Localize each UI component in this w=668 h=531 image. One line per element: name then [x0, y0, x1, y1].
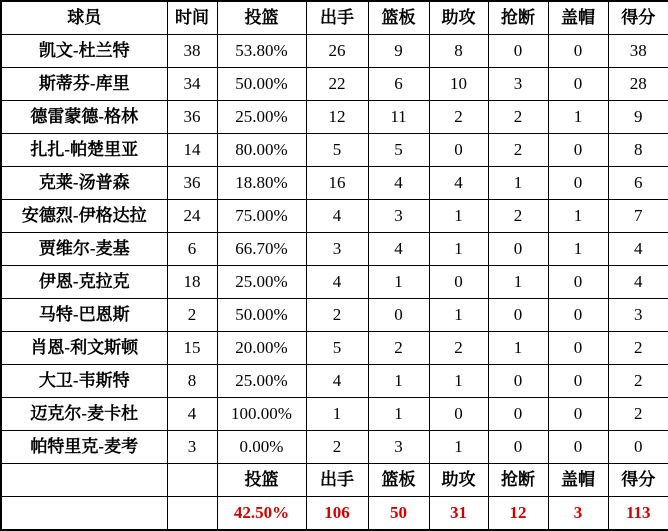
player-name-cell: 扎扎-帕楚里亚 — [1, 134, 167, 167]
stat-cell: 4 — [368, 167, 429, 200]
stat-cell: 3 — [488, 68, 548, 101]
player-name-cell: 克莱-汤普森 — [1, 167, 167, 200]
stat-cell: 2 — [608, 365, 668, 398]
player-row — [1, 167, 668, 200]
stat-cell: 3 — [368, 431, 429, 464]
stat-cell: 0 — [548, 167, 608, 200]
stat-cell: 25.00% — [217, 266, 306, 299]
stat-cell: 1 — [429, 299, 488, 332]
stat-cell: 4 — [608, 266, 668, 299]
summary-header-cell: 抢断 — [488, 464, 548, 497]
total-cell: 50 — [368, 497, 429, 531]
column-header: 助攻 — [429, 1, 488, 35]
stat-cell: 0 — [548, 134, 608, 167]
player-row — [1, 134, 668, 167]
stat-cell: 0 — [488, 398, 548, 431]
total-cell: 113 — [608, 497, 668, 531]
stat-cell: 15 — [167, 332, 217, 365]
total-cell: 12 — [488, 497, 548, 531]
player-row — [1, 332, 668, 365]
stat-cell: 0 — [548, 35, 608, 68]
stat-cell: 0 — [488, 35, 548, 68]
stat-cell: 14 — [167, 134, 217, 167]
stat-cell: 53.80% — [217, 35, 306, 68]
stat-cell: 20.00% — [217, 332, 306, 365]
summary-header-cell: 得分 — [608, 464, 668, 497]
stat-cell: 5 — [306, 332, 368, 365]
stat-cell: 28 — [608, 68, 668, 101]
stat-cell: 11 — [368, 101, 429, 134]
stat-cell: 8 — [608, 134, 668, 167]
stat-cell: 2 — [608, 398, 668, 431]
table-body — [1, 35, 668, 531]
stat-cell: 66.70% — [217, 233, 306, 266]
stat-cell: 8 — [429, 35, 488, 68]
stat-cell: 0 — [548, 365, 608, 398]
stat-cell: 5 — [368, 134, 429, 167]
stat-cell: 3 — [368, 200, 429, 233]
stat-cell: 1 — [429, 431, 488, 464]
stat-cell: 1 — [548, 101, 608, 134]
stat-cell: 6 — [368, 68, 429, 101]
stat-cell: 2 — [306, 299, 368, 332]
total-cell — [1, 497, 167, 531]
stat-cell: 1 — [429, 200, 488, 233]
stat-cell: 8 — [167, 365, 217, 398]
stat-cell: 2 — [488, 101, 548, 134]
stat-cell: 0 — [548, 266, 608, 299]
stat-cell: 2 — [429, 332, 488, 365]
column-header: 得分 — [608, 1, 668, 35]
stat-cell: 0 — [488, 431, 548, 464]
stat-cell: 25.00% — [217, 101, 306, 134]
stat-cell: 75.00% — [217, 200, 306, 233]
stat-cell: 50.00% — [217, 299, 306, 332]
summary-header-cell: 出手 — [306, 464, 368, 497]
player-row — [1, 233, 668, 266]
stat-cell: 0 — [548, 68, 608, 101]
stat-cell: 0 — [548, 398, 608, 431]
player-row — [1, 266, 668, 299]
stat-cell: 4 — [167, 398, 217, 431]
stat-cell: 2 — [488, 200, 548, 233]
stat-cell: 5 — [306, 134, 368, 167]
stat-cell: 6 — [167, 233, 217, 266]
header-row — [1, 1, 668, 35]
stat-cell: 3 — [608, 299, 668, 332]
player-name-cell: 斯蒂芬-库里 — [1, 68, 167, 101]
column-header: 篮板 — [368, 1, 429, 35]
stat-cell: 4 — [306, 266, 368, 299]
stat-cell: 4 — [306, 200, 368, 233]
player-name-cell: 肖恩-利文斯顿 — [1, 332, 167, 365]
player-row — [1, 365, 668, 398]
stat-cell: 1 — [306, 398, 368, 431]
player-row — [1, 398, 668, 431]
player-row — [1, 35, 668, 68]
stat-cell: 38 — [608, 35, 668, 68]
stat-cell: 1 — [429, 233, 488, 266]
stat-cell: 2 — [167, 299, 217, 332]
player-name-cell: 大卫-韦斯特 — [1, 365, 167, 398]
summary-header-cell — [1, 464, 167, 497]
total-cell — [167, 497, 217, 531]
total-cell: 3 — [548, 497, 608, 531]
total-cell: 106 — [306, 497, 368, 531]
column-header: 抢断 — [488, 1, 548, 35]
total-cell: 42.50% — [217, 497, 306, 531]
player-name-cell: 迈克尔-麦卡杜 — [1, 398, 167, 431]
column-header: 出手 — [306, 1, 368, 35]
stat-cell: 1 — [548, 200, 608, 233]
player-name-cell: 伊恩-克拉克 — [1, 266, 167, 299]
stat-cell: 1 — [368, 365, 429, 398]
stat-cell: 34 — [167, 68, 217, 101]
stat-cell: 4 — [368, 233, 429, 266]
stat-cell: 9 — [368, 35, 429, 68]
stat-cell: 4 — [608, 233, 668, 266]
stat-cell: 6 — [608, 167, 668, 200]
stat-cell: 0 — [608, 431, 668, 464]
stat-cell: 0 — [429, 266, 488, 299]
stat-cell: 1 — [368, 398, 429, 431]
player-name-cell: 贾维尔-麦基 — [1, 233, 167, 266]
player-row — [1, 200, 668, 233]
stat-cell: 50.00% — [217, 68, 306, 101]
stat-cell: 2 — [488, 134, 548, 167]
stat-cell: 2 — [429, 101, 488, 134]
stat-cell: 36 — [167, 101, 217, 134]
column-header: 时间 — [167, 1, 217, 35]
column-header: 球员 — [1, 1, 167, 35]
table-head — [1, 1, 668, 35]
summary-header-row — [1, 464, 668, 497]
stat-cell: 9 — [608, 101, 668, 134]
column-header: 盖帽 — [548, 1, 608, 35]
player-name-cell: 帕特里克-麦考 — [1, 431, 167, 464]
stat-cell: 0 — [429, 134, 488, 167]
stat-cell: 1 — [488, 332, 548, 365]
stat-cell: 36 — [167, 167, 217, 200]
stat-cell: 0 — [548, 431, 608, 464]
stat-cell: 24 — [167, 200, 217, 233]
stat-cell: 0 — [368, 299, 429, 332]
stat-cell: 25.00% — [217, 365, 306, 398]
totals-row — [1, 497, 668, 531]
stat-cell: 3 — [167, 431, 217, 464]
stat-cell: 0 — [429, 398, 488, 431]
stat-cell: 1 — [488, 167, 548, 200]
stat-cell: 10 — [429, 68, 488, 101]
stat-cell: 12 — [306, 101, 368, 134]
stat-cell: 7 — [608, 200, 668, 233]
player-name-cell: 德雷蒙德-格林 — [1, 101, 167, 134]
stat-cell: 0 — [488, 233, 548, 266]
stat-cell: 4 — [306, 365, 368, 398]
stat-cell: 0.00% — [217, 431, 306, 464]
stat-cell: 2 — [608, 332, 668, 365]
stat-cell: 1 — [429, 365, 488, 398]
stat-cell: 22 — [306, 68, 368, 101]
stat-cell: 2 — [368, 332, 429, 365]
stat-cell: 16 — [306, 167, 368, 200]
player-name-cell: 马特-巴恩斯 — [1, 299, 167, 332]
stat-cell: 3 — [306, 233, 368, 266]
stat-cell: 26 — [306, 35, 368, 68]
column-header: 投篮 — [217, 1, 306, 35]
stat-cell: 0 — [488, 299, 548, 332]
stat-cell: 80.00% — [217, 134, 306, 167]
summary-header-cell — [167, 464, 217, 497]
stat-cell: 18.80% — [217, 167, 306, 200]
summary-header-cell: 助攻 — [429, 464, 488, 497]
stat-cell: 0 — [548, 332, 608, 365]
summary-header-cell: 篮板 — [368, 464, 429, 497]
player-name-cell: 凯文-杜兰特 — [1, 35, 167, 68]
stat-cell: 0 — [548, 299, 608, 332]
stat-cell: 4 — [429, 167, 488, 200]
stat-cell: 1 — [548, 233, 608, 266]
player-row — [1, 431, 668, 464]
stat-cell: 1 — [488, 266, 548, 299]
stat-cell: 0 — [488, 365, 548, 398]
stat-cell: 100.00% — [217, 398, 306, 431]
stat-cell: 2 — [306, 431, 368, 464]
player-row — [1, 68, 668, 101]
summary-header-cell: 投篮 — [217, 464, 306, 497]
player-row — [1, 299, 668, 332]
total-cell: 31 — [429, 497, 488, 531]
stat-cell: 1 — [368, 266, 429, 299]
player-name-cell: 安德烈-伊格达拉 — [1, 200, 167, 233]
stat-cell: 38 — [167, 35, 217, 68]
summary-header-cell: 盖帽 — [548, 464, 608, 497]
stat-cell: 18 — [167, 266, 217, 299]
player-row — [1, 101, 668, 134]
